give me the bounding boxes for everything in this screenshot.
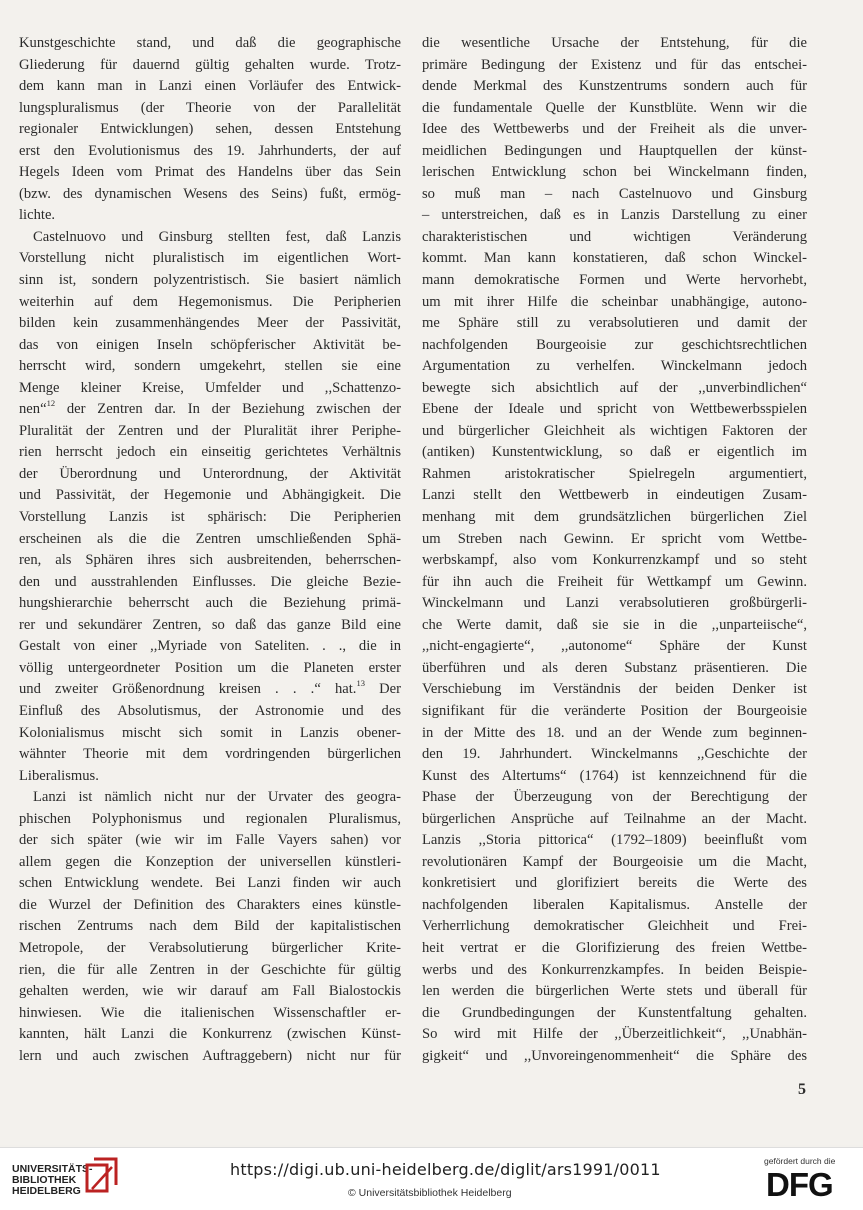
- text-line: phischen Polyphonismus und regionalen Pluralismus,: [19, 810, 401, 827]
- text-line: Gliederung für dauernd gültig gehalten wurde. Trotz-: [19, 56, 401, 73]
- text-line: Lanzi ist nämlich nicht nur der Urvater des geogra-: [33, 789, 401, 806]
- text-line: (antiken) Kunstentwicklung, so daß er eigentlich im: [422, 444, 807, 461]
- text-line: menhang mit dem grundsätzlichen bürgerlichen Ziel: [422, 509, 807, 526]
- text-line: sinn ist, sondern polyzentristisch. Sie basiert nämlich: [19, 272, 401, 289]
- viewer-footer: [0, 1147, 863, 1210]
- text-line: meidlichen Bedingungen und Hauptquellen der künst-: [422, 142, 807, 159]
- text-line: schen Entwicklung wendete. Bei Lanzi finden wir auch: [19, 875, 401, 892]
- text-line: primäre Bedingung der Existenz und für das entschei-: [422, 56, 807, 73]
- library-name-line1: UNIVERSITÄTS-: [12, 1163, 93, 1175]
- text-line: Kunstgeschichte stand, und daß die geographische: [19, 35, 401, 51]
- text-line: gehalten werden, wie wir darauf am Fall Bialostockis: [19, 983, 401, 1000]
- text-line: revolutionären Kampf der Bourgeoisie um die Macht,: [422, 853, 807, 870]
- text-line: und zweiter Größenordnung kreisen . . .“ hat.$^{13}$ Der: [19, 678, 401, 698]
- text-line: Rahmen aristokratischer Spielregeln argumentiert,: [422, 465, 807, 482]
- text-line: – unterstreichen, daß es in Lanzis Darstellung zu einer: [422, 207, 807, 224]
- text-line: um Streben nach Gewinn. Er spricht vom Wettbe-: [422, 530, 807, 547]
- text-line: rien herrscht jedoch ein einseitig gerichtetes Verhältnis: [19, 444, 401, 461]
- text-line: Ebene der Ideale und spricht von Wettbewerbsspielen: [422, 401, 807, 418]
- right-text-column: [422, 33, 807, 1067]
- text-line: nachfolgenden Bourgeoisie zur geschichtsrechtlichen: [422, 336, 807, 353]
- text-line: heit vertrat er die Glorifizierung des freien Wettbe-: [422, 939, 807, 956]
- text-line: lungspluralismus (der Theorie von der Parallelität: [19, 99, 401, 116]
- text-line: Winckelmann und Lanzi verabsolutieren großbürgerli-: [422, 595, 807, 612]
- text-line: die Wurzel der Definition des Charakters eines künstle-: [19, 896, 401, 913]
- text-line: den 19. Jahrhundert. Winckelmanns ,,Geschichte der: [422, 746, 807, 763]
- text-line: Pluralität der Zentren und der Pluralität ihrer Periphe-: [19, 422, 401, 439]
- text-line: So wird mit Hilfe der ,,Überzeitlichkeit“, ,,Unabhän-: [422, 1026, 807, 1043]
- text-line: kannten, hält Lanzi die Konkurrenz (zwischen Künst-: [19, 1026, 401, 1043]
- text-line: für ihn auch die Freiheit für Wettkampf um Gewinn.: [422, 573, 807, 590]
- text-line: und Passivität, der Hegemonie und Abhängigkeit. Die: [19, 487, 401, 504]
- text-line: nachfolgenden liberalen Kapitalismus. Anstelle der: [422, 896, 807, 913]
- text-line: Lanzis ,,Storia pittorica“ (1792–1809) beeinflußt vom: [422, 832, 807, 849]
- text-line: dem kann man in Lanzi einen Vorläufer des Entwick-: [19, 78, 401, 95]
- text-line: Lanzi stellt den Wettbewerb in eindeutigen Zusam-: [422, 487, 807, 504]
- text-line: mann demokratische Formen und Werte hervorhebt,: [422, 272, 807, 289]
- text-line: Vorstellung Lanzis ist sphärisch: Die Peripherien: [19, 509, 401, 526]
- text-line: werbskampf, also vom Konkurrenzkampf und so steht: [422, 552, 807, 569]
- text-line: charakteristischen und wichtigen Veränderung: [422, 228, 807, 245]
- text-line: che Werte damit, daß sie sie in die ,,unparteiische“,: [422, 616, 807, 633]
- text-line: bilden kein zusammenhängendes Meer der Passivität,: [19, 315, 401, 332]
- text-line: die fundamentale Quelle der Kunstblüte. Wenn wir die: [422, 99, 807, 116]
- text-line: hungshierarchie beherrscht auch die Beziehung primä-: [19, 595, 401, 612]
- text-line: rien, die für alle Zentren in der Geschichte für gültig: [19, 961, 401, 978]
- left-text-column: [19, 33, 401, 1067]
- text-line: Metropole, der Verabsolutierung bürgerlicher Krite-: [19, 939, 401, 956]
- text-line: kommt. Man kann konstatieren, daß schon Winckel-: [422, 250, 807, 267]
- text-line: Argumentation zu verhelfen. Winckelmann jedoch: [422, 358, 807, 375]
- text-line: signifikant für die veränderte Position der Bourgeoisie: [422, 702, 807, 719]
- library-name[interactable]: [12, 1164, 93, 1197]
- text-line: Einfluß des Absolutismus, der Astronomie und des: [19, 702, 401, 719]
- funding-label: gefördert durch die: [764, 1156, 836, 1166]
- text-line: wähnter Theorie mit dem vordringenden bürgerlichen: [19, 746, 401, 763]
- text-line: Verschiebung im Verständnis der beiden Denker ist: [422, 681, 807, 698]
- text-line: weiterhin auf dem Hegemonismus. Die Peripherien: [19, 293, 401, 310]
- text-line: den und ausstrahlenden Einflusses. Die gleiche Bezie-: [19, 573, 401, 590]
- text-line: Kolonialismus mischt sich somit in Lanzis obener-: [19, 724, 401, 741]
- text-line: Gestalt von einer ,,Myriade von Sateliten. . ., die in: [19, 638, 401, 655]
- text-line: in der Mitte des 18. und an der Wende zum beginnen-: [422, 724, 807, 741]
- text-line: Castelnuovo und Ginsburg stellten fest, daß Lanzis: [33, 228, 401, 245]
- text-line: die Grundbedingungen der Kunstentfaltung gehalten.: [422, 1004, 807, 1021]
- text-line: überführen und als deren Substanz präsentieren. Die: [422, 659, 807, 676]
- text-line: der sich später (wie wir im Falle Vayers sahen) vor: [19, 832, 401, 849]
- text-line: ren, als Sphären ihres sich ausbreitenden, beherrschen-: [19, 552, 401, 569]
- dfg-logo[interactable]: DFG: [766, 1166, 833, 1203]
- text-line: die wesentliche Ursache der Entstehung, für die: [422, 35, 807, 51]
- page-number: 5: [798, 1081, 806, 1098]
- text-line: erst den Evolutionismus des 19. Jahrhunderts, der auf: [19, 142, 401, 159]
- text-line: rischen Zentrums nach dem Bild der kapitalistischen: [19, 918, 401, 935]
- text-line: allem gegen die Konzeption der universellen künstleri-: [19, 853, 401, 870]
- copyright-notice: © Universitätsbibliothek Heidelberg: [348, 1187, 512, 1199]
- text-line: werbs und des Konkurrenzkampfes. In beiden Beispie-: [422, 961, 807, 978]
- text-line: ,,nicht-engagierte“, ,,autonome“ Sphäre der Kunst: [422, 638, 807, 655]
- text-line: bürgerlichen Ansprüche auf Teilnahme an der Macht.: [422, 810, 807, 827]
- library-logo-icon[interactable]: [84, 1155, 120, 1197]
- text-line: me Sphäre still zu verabsolutieren und damit der: [422, 315, 807, 332]
- text-line: Kunst des Altertums“ (1764) ist kennzeichnend für die: [422, 767, 807, 784]
- text-line: (bzw. des dynamischen Wesens des Seins) fußt, ermög-: [19, 185, 401, 202]
- document-url-link[interactable]: https://digi.ub.uni-heidelberg.de/diglit/ars1991/0011: [230, 1160, 661, 1179]
- text-line: dende Merkmal des Kunstzentrums sondern auch für: [422, 78, 807, 95]
- text-line: regionaler Entwicklungen) sehen, dessen Entstehung: [19, 121, 401, 138]
- footnote-reference: 12: [46, 398, 56, 409]
- text-line: hinwiesen. Wie die italienischen Wissenschaftler er-: [19, 1004, 401, 1021]
- text-line: Hegels Ideen vom Primat des Handelns über das Sein: [19, 164, 401, 181]
- text-line: völlig untergeordneter Position um die Planeten erster: [19, 659, 401, 676]
- text-line: Phase der Überzeugung von der Berechtigung der: [422, 789, 807, 806]
- text-line: das von einigen Inseln schöpferischer Aktivität be-: [19, 336, 401, 353]
- footnote-reference: 13: [356, 678, 365, 689]
- text-line: und bürgerlicher Gleichheit als wichtigen Faktoren der: [422, 422, 807, 439]
- text-line: der Überordnung und Unterordnung, der Aktivität: [19, 465, 401, 482]
- text-line: herrscht wird, sondern umgekehrt, stellen sie eine: [19, 358, 401, 375]
- text-line: rer und sekundärer Zentren, so daß das ganze Bild eine: [19, 616, 401, 633]
- text-line: bewegte sich absichtlich auf der ,,unverbindlichen“: [422, 379, 807, 396]
- text-line: Vorstellung nicht pluralistisch im eigentlichen Wort-: [19, 250, 401, 267]
- text-line: Menge kleiner Kreise, Umfelder und ,,Schattenzo-: [19, 379, 401, 396]
- text-line: Idee des Wettbewerbs und der Freiheit als die unver-: [422, 121, 807, 138]
- text-line: um mit ihrer Hilfe die scheinbar unabhängige, autono-: [422, 293, 807, 310]
- text-line: lern und auch zwischen Auftraggebern) nicht nur für: [19, 1047, 401, 1064]
- text-line: erscheinen als die die Zentren umschließenden Sphä-: [19, 530, 401, 547]
- library-name-line2: BIBLIOTHEK: [12, 1174, 77, 1186]
- text-line: nen“$^{12}$ der Zentren dar. In der Beziehung zwischen der: [19, 398, 401, 418]
- text-line: Liberalismus.: [19, 767, 99, 784]
- text-line: len werden die bürgerlichen Werte stets und überall für: [422, 983, 807, 1000]
- text-line: gigkeit“ und ,,Unvoreingenommenheit“ die Sphäre des: [422, 1047, 807, 1064]
- text-line: konkretisiert und glorifiziert bereits die Werte des: [422, 875, 807, 892]
- text-line: so muß man – nach Castelnuovo und Ginsburg: [422, 185, 807, 202]
- text-line: lichte.: [19, 207, 56, 224]
- text-line: Verherrlichung demokratischer Gleichheit und Frei-: [422, 918, 807, 935]
- library-name-line3: HEIDELBERG: [12, 1185, 81, 1197]
- text-line: lerischen Entwicklung schon bei Winckelmann finden,: [422, 164, 807, 181]
